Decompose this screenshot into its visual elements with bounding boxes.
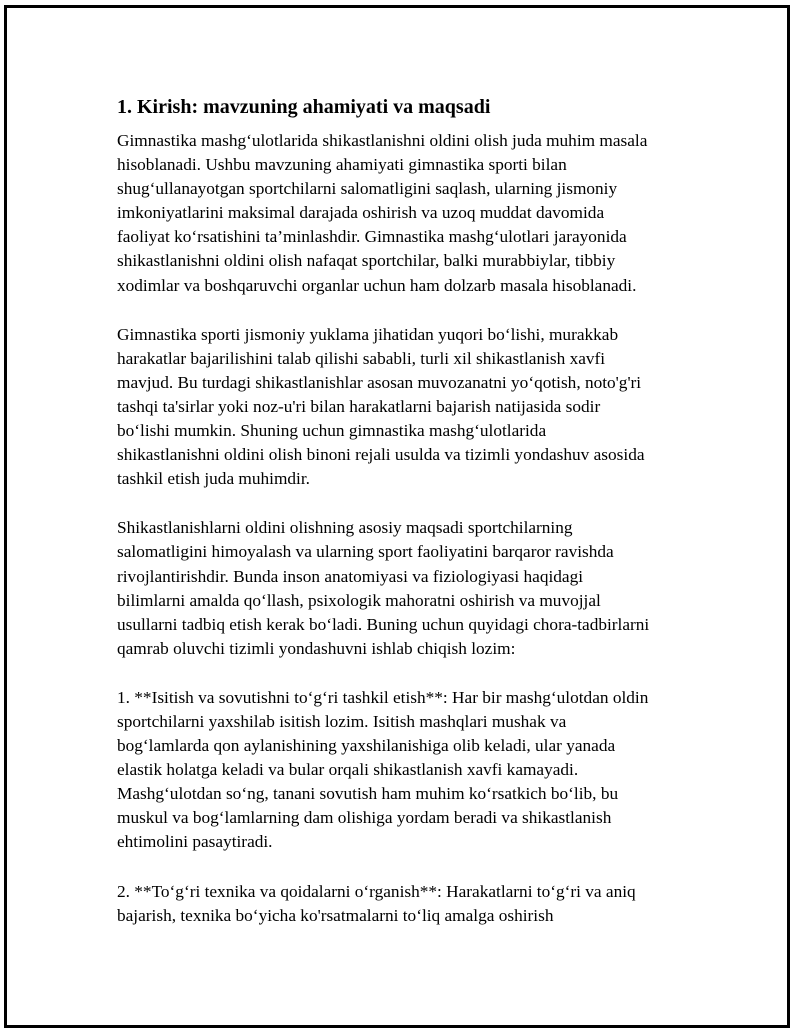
text-line: 2. **To‘g‘ri texnika va qoidalarni o‘rganish**: Harakatlarni to‘g‘ri va aniq bbox=[117, 881, 636, 901]
paragraph-risks bbox=[117, 323, 692, 492]
text-line: tashqi ta'sirlar yoki noz-u'ri bilan harakatlarni bajarish natijasida sodir bbox=[117, 396, 601, 416]
text-line: shug‘ullanayotgan sportchilarni salomatligini saqlash, ularning jismoniy bbox=[117, 179, 618, 199]
text-line: bajarish, texnika bo‘yicha ko'rsatmalarni to‘liq amalga oshirish bbox=[117, 905, 554, 925]
text-line: shikastlanishni oldini olish binoni rejali usulda va tizimli yondashuv asosida bbox=[117, 445, 645, 465]
text-line: Mashg‘ulotdan so‘ng, tanani sovutish ham muhim ko‘rsatkich bo‘lib, bu bbox=[117, 784, 619, 804]
text-line: 1. **Isitish va sovutishni to‘g‘ri tashkil etish**: Har bir mashg‘ulotdan oldin bbox=[117, 687, 649, 707]
text-line: muskul va bog‘lamlarning dam olishiga yordam beradi va shikastlanish bbox=[117, 808, 612, 828]
paragraph-introduction bbox=[117, 129, 692, 298]
text-line: salomatligini himoyalash va ularning sport faoliyatini barqaror ravishda bbox=[117, 542, 614, 562]
text-line: faoliyat ko‘rsatishini ta’minlashdir. Gimnastika mashg‘ulotlari jarayonida bbox=[117, 227, 627, 247]
text-line: shikastlanishni oldini olish nafaqat sportchilar, balki murabbiylar, tibbiy bbox=[117, 251, 616, 271]
text-line: usullarni tadbiq etish kerak bo‘ladi. Buning uchun quyidagi chora-tadbirlarni bbox=[117, 614, 650, 634]
text-line: bilimlarni amalda qo‘llash, psixologik mahoratni oshirish va muvojjal bbox=[117, 590, 601, 610]
text-line: bog‘lamlarda qon aylanishining yaxshilanishiga olib keladi, ular yanada bbox=[117, 736, 616, 756]
section-heading: 1. Kirish: mavzuning ahamiyati va maqsadi bbox=[117, 96, 491, 118]
text-line: bo‘lishi mumkin. Shuning uchun gimnastika mashg‘ulotlarida bbox=[117, 421, 547, 441]
text-line: ehtimolini pasaytiradi. bbox=[117, 832, 273, 852]
text-line: sportchilarni yaxshilab isitish lozim. Isitish mashqlari mushak va bbox=[117, 711, 567, 731]
text-line: rivojlantirishdir. Bunda inson anatomiyasi va fiziologiyasi haqidagi bbox=[117, 566, 584, 586]
text-line: qamrab oluvchi tizimli yondashuvni ishlab chiqish lozim: bbox=[117, 638, 516, 658]
text-line: Shikastlanishlarni oldini olishning asosiy maqsadi sportchilarning bbox=[117, 518, 573, 538]
text-line: mavjud. Bu turdagi shikastlanishlar asosan muvozanatni yo‘qotish, noto'g'ri bbox=[117, 372, 642, 392]
text-line: elastik holatga keladi va bular orqali shikastlanish xavfi kamayadi. bbox=[117, 760, 579, 780]
list-item-warmup bbox=[117, 686, 692, 855]
text-line: harakatlar bajarilishini talab qilishi sababli, turli xil shikastlanish xavfi bbox=[117, 348, 606, 368]
text-line: Gimnastika sporti jismoniy yuklama jihatidan yuqori bo‘lishi, murakkab bbox=[117, 324, 619, 344]
list-item-technique bbox=[117, 880, 692, 928]
document-body bbox=[117, 94, 692, 953]
text-line: imkoniyatlarini maksimal darajada oshirish va uzoq muddat davomida bbox=[117, 203, 605, 223]
text-line: xodimlar va boshqaruvchi organlar uchun ham dolzarb masala hisoblanadi. bbox=[117, 275, 637, 295]
paragraph-goals bbox=[117, 516, 692, 661]
text-line: hisoblanadi. Ushbu mavzuning ahamiyati gimnastika sporti bilan bbox=[117, 155, 567, 175]
text-line: tashkil etish juda muhimdir. bbox=[117, 469, 310, 489]
text-line: Gimnastika mashg‘ulotlarida shikastlanishni oldini olish juda muhim masala bbox=[117, 131, 648, 150]
